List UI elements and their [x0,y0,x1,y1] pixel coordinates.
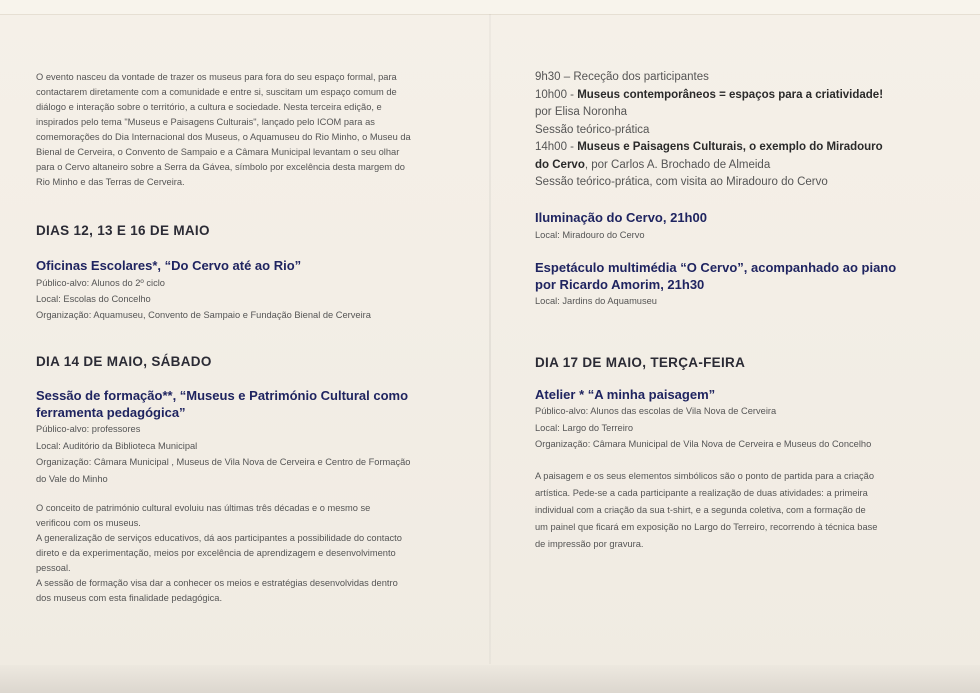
schedule-block [535,69,955,192]
title-line: por Ricardo Amorim, 21h30 [535,277,705,292]
intro-line: comemorações do Dia Internacional dos Museus, o Aquamuseu do Rio Minho, o Museu da [36,132,411,142]
desc-line: direto e da experimentação, meios por excelência de aprendizagem e desenvolvimento [36,548,396,558]
section1-details [36,275,456,323]
location-text: Local: Largo do Terreiro [535,422,634,433]
desc-line: dos museus com esta finalidade pedagógica. [36,593,223,603]
location-text: Local: Auditório da Biblioteca Municipal [36,440,198,451]
audience-text: Público-alvo: Alunos das escolas de Vila Nova de Cerveira [535,406,777,416]
organization-text: Organização: Câmara Municipal , Museus de Vila Nova de Cerveira e Centro de Formação [36,457,411,467]
schedule-line [535,157,955,175]
intro-line: O evento nasceu da vontade de trazer os museus para fora do seu espaço formal, para [36,72,397,82]
schedule-line: Sessão teórico-prática [535,123,650,136]
schedule-session-title: Museus e Paisagens Culturais, o exemplo do Miradouro [577,141,883,153]
desc-line: A sessão de formação visa dar a conhecer os meios e estratégias desenvolvidas dentro [36,578,398,588]
section3-details [535,403,955,453]
desc-line: A paisagem e os seus elementos simbólicos são o ponto de partida para a criação [535,471,875,481]
event-title-iluminacao: Iluminação do Cervo, 21h00 [535,210,707,225]
event-title-sessao-formacao [36,387,408,421]
desc-line: individual com a criação da sua t-shirt, e a segunda coletiva, com a formação de [535,505,866,515]
organization-text: Organização: Câmara Municipal de Vila Nova de Cerveira e Museus do Concelho [535,439,872,449]
paper-top-edge [0,0,980,15]
intro-line: contactarem diretamente com a comunidade e entre si, suscitam um espaço comum de [36,87,397,97]
center-fold [489,14,491,664]
schedule-line: por Elisa Noronha [535,106,628,118]
desc-line: um painel que ficará em exposição no Largo do Terreiro, recorrendo à técnica base [535,522,878,532]
intro-line: para o Cervo altaneiro sobre a Serra da Gávea, símbolo por excelência desta margem do [36,162,405,172]
desc-line: artística. Pede-se a cada participante a realização de duas atividades: a primeira [535,488,868,498]
schedule-line [535,139,955,157]
title-line: Sessão de formação**, “Museus e Património Cultural como [36,388,409,403]
schedule-time: 10h00 - [535,88,578,101]
intro-line: Bienal de Cerveira, o Convento de Sampaio e a Câmara Municipal levantam o seu olhar [36,147,400,157]
schedule-session-title: Museus contemporâneos = espaços para a criatividade! [577,88,884,101]
intro-line: inspirados pelo tema "Museus e Paisagens Culturais", lançado pelo ICOM para as [36,117,375,127]
event-title-atelier: Atelier * “A minha paisagem” [535,387,716,402]
location-text: Local: Miradouro do Cervo [535,230,645,240]
organization-text: Organização: Aquamuseu, Convento de Sampaio e Fundação Bienal de Cerveira [36,310,371,320]
event-title-espetaculo [535,259,896,293]
intro-paragraph [36,70,442,190]
schedule-line: 9h30 – Receção dos participantes [535,71,709,83]
schedule-session-title: do Cervo [535,158,585,171]
schedule-line: Sessão teórico-prática, com visita ao Miradouro do Cervo [535,176,828,188]
day-heading-14: DIA 14 DE MAIO, SÁBADO [36,354,212,369]
desc-line: de impressão por gravura. [535,539,644,549]
desc-line: pessoal. [36,563,71,573]
title-line: ferramenta pedagógica” [36,405,186,420]
day-heading-12-13-16: DIAS 12, 13 E 16 DE MAIO [36,223,210,238]
audience-text: Público-alvo: Alunos do 2º ciclo [36,278,165,288]
location-text: Local: Jardins do Aquamuseu [535,296,657,306]
desc-line: O conceito de património cultural evoluiu nas últimas três décadas e o mesmo se [36,503,371,513]
intro-line: Rio Minho e das Terras de Cerveira. [36,177,185,187]
schedule-speaker: , por Carlos A. Brochado de Almeida [584,158,771,171]
intro-line: diálogo e interação sobre o território, a cultura e sociedade. Nesta terceira edição, e [36,102,382,112]
title-line: Espetáculo multimédia “O Cervo”, acompanhado ao piano [535,260,897,275]
schedule-time: 14h00 - [535,141,578,153]
desc-line: verificou com os museus. [36,518,141,528]
day-heading-17: DIA 17 DE MAIO, TERÇA-FEIRA [535,355,746,370]
section3-description [535,468,955,553]
audience-text: Público-alvo: professores [36,424,141,434]
schedule-line [535,87,955,105]
event-title-oficinas: Oficinas Escolares*, “Do Cervo até ao Rio” [36,258,302,273]
section2-details [36,421,456,487]
organization-text: do Vale do Minho [36,473,108,484]
location-text: Local: Escolas do Concelho [36,294,151,304]
paper-bottom-edge [0,665,980,693]
desc-line: A generalização de serviços educativos, dá aos participantes a possibilidade do contacto [36,533,402,543]
section2-description [36,501,456,606]
